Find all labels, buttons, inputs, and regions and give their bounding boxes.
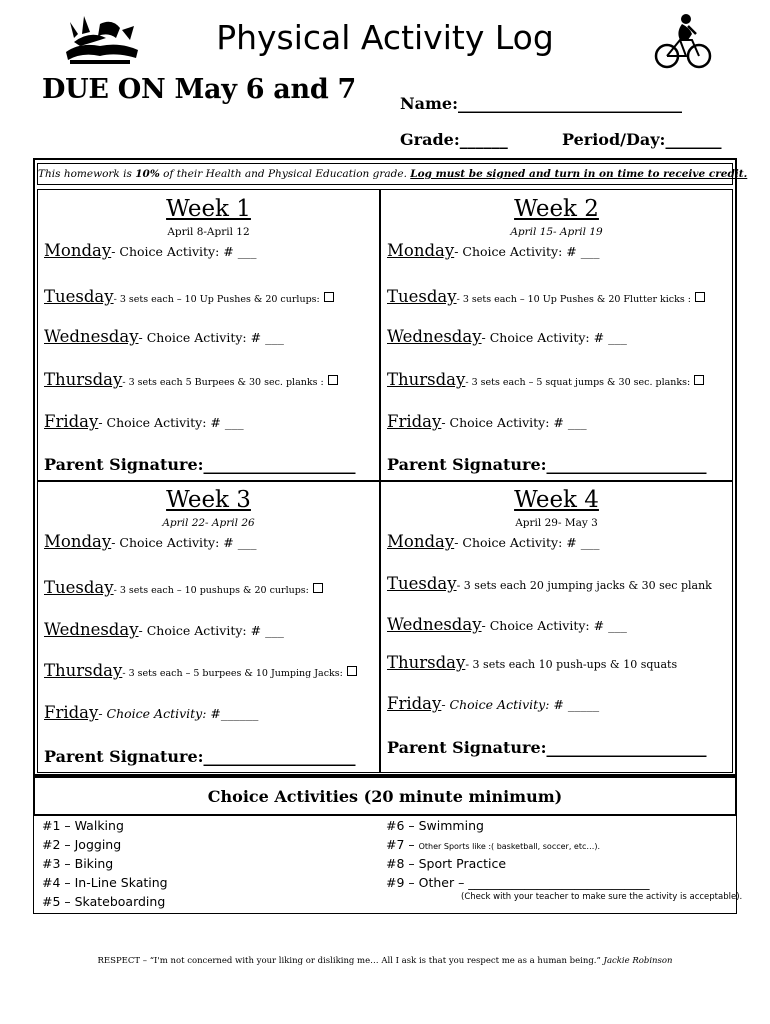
monday-row: Monday- Choice Activity: # ___ [44,241,257,260]
name-label: Name: [400,94,459,113]
thursday-row: Thursday- 3 sets each – 5 burpees & 10 Jumping Jacks: [44,661,357,684]
monday-row: Monday- Choice Activity: # ___ [387,241,600,260]
week-4-panel [380,481,733,773]
list-item: #3 – Biking [42,856,114,871]
week-2-panel [380,189,733,481]
period-field[interactable]: Period/Day:_______ [562,130,722,149]
footer-quote: RESPECT – “I'm not concerned with your liking or disliking me… All I ask is that you respect me as a human being.” Jackie Robinson [97,956,673,966]
friday-row: Friday- Choice Activity: #______ [44,703,259,722]
week-title: Week 2 [514,196,599,222]
week-1-panel [37,189,380,481]
wednesday-row: Wednesday- Choice Activity: # ___ [387,615,627,634]
due-date: DUE ON May 6 and 7 [42,74,356,105]
period-label: Period/Day: [562,130,666,149]
week-dates: April 29- May 3 [515,517,598,529]
check-note: (Check with your teacher to make sure the activity is acceptable). [461,892,743,902]
friday-row: Friday- Choice Activity: # ___ [387,412,587,431]
name-field[interactable]: Name:____________________________ [400,94,683,113]
checkbox[interactable] [695,292,705,302]
checkbox[interactable] [328,375,338,385]
week-title: Week 4 [514,487,599,513]
wednesday-row: Wednesday- Choice Activity: # ___ [44,327,284,346]
choice-activities-title: Choice Activities (20 minute minimum) [33,776,737,816]
homework-note: This homework is 10% of their Health and Physical Education grade. Log must be signed and turn in on time to receive credit. [37,163,733,185]
wednesday-row: Wednesday- Choice Activity: # ___ [387,327,627,346]
cyclist-icon [652,10,714,72]
list-item: #5 – Skateboarding [42,894,166,909]
tuesday-row: Tuesday- 3 sets each – 10 Up Pushes & 20 curlups: [44,287,334,310]
week-dates: April 15- April 19 [510,226,603,238]
parent-signature[interactable]: Parent Signature:___________________ [44,747,356,766]
week-title: Week 3 [166,487,251,513]
checkbox[interactable] [313,583,323,593]
thursday-row: Thursday- 3 sets each 10 push-ups & 10 squats [387,653,678,672]
thursday-row: Thursday- 3 sets each – 5 squat jumps & 30 sec. planks: [387,370,704,393]
wednesday-row: Wednesday- Choice Activity: # ___ [44,620,284,639]
thursday-row: Thursday- 3 sets each 5 Burpees & 30 sec. planks : [44,370,338,393]
list-item: #8 – Sport Practice [386,856,507,871]
list-item: #7 – Other Sports like :( basketball, soccer, etc…). [386,837,601,852]
week-title: Week 1 [166,196,251,222]
list-item: #9 – Other – _____________________________ [386,875,650,890]
tuesday-row: Tuesday- 3 sets each 20 jumping jacks & 30 sec plank [387,574,712,593]
tuesday-row: Tuesday- 3 sets each – 10 Up Pushes & 20 Flutter kicks : [387,287,705,310]
checkbox[interactable] [324,292,334,302]
checkbox[interactable] [694,375,704,385]
monday-row: Monday- Choice Activity: # ___ [387,532,600,551]
week-dates: April 8-April 12 [167,226,250,238]
list-item: #6 – Swimming [386,818,484,833]
friday-row: Friday- Choice Activity: # ___ [44,412,244,431]
week-dates: April 22- April 26 [162,517,255,529]
tuesday-row: Tuesday- 3 sets each – 10 pushups & 20 curlups: [44,578,323,601]
grade-field[interactable]: Grade:______ [400,130,508,149]
list-item: #2 – Jogging [42,837,122,852]
checkbox[interactable] [347,666,357,676]
grade-label: Grade: [400,130,460,149]
parent-signature[interactable]: Parent Signature:____________________ [387,455,707,474]
monday-row: Monday- Choice Activity: # ___ [44,532,257,551]
friday-row: Friday- Choice Activity: # _____ [387,694,600,713]
parent-signature[interactable]: Parent Signature:____________________ [387,738,707,757]
list-item: #1 – Walking [42,818,124,833]
page-title: Physical Activity Log [216,18,554,57]
week-3-panel [37,481,380,773]
parent-signature[interactable]: Parent Signature:___________________ [44,455,356,474]
list-item: #4 – In-Line Skating [42,875,168,890]
